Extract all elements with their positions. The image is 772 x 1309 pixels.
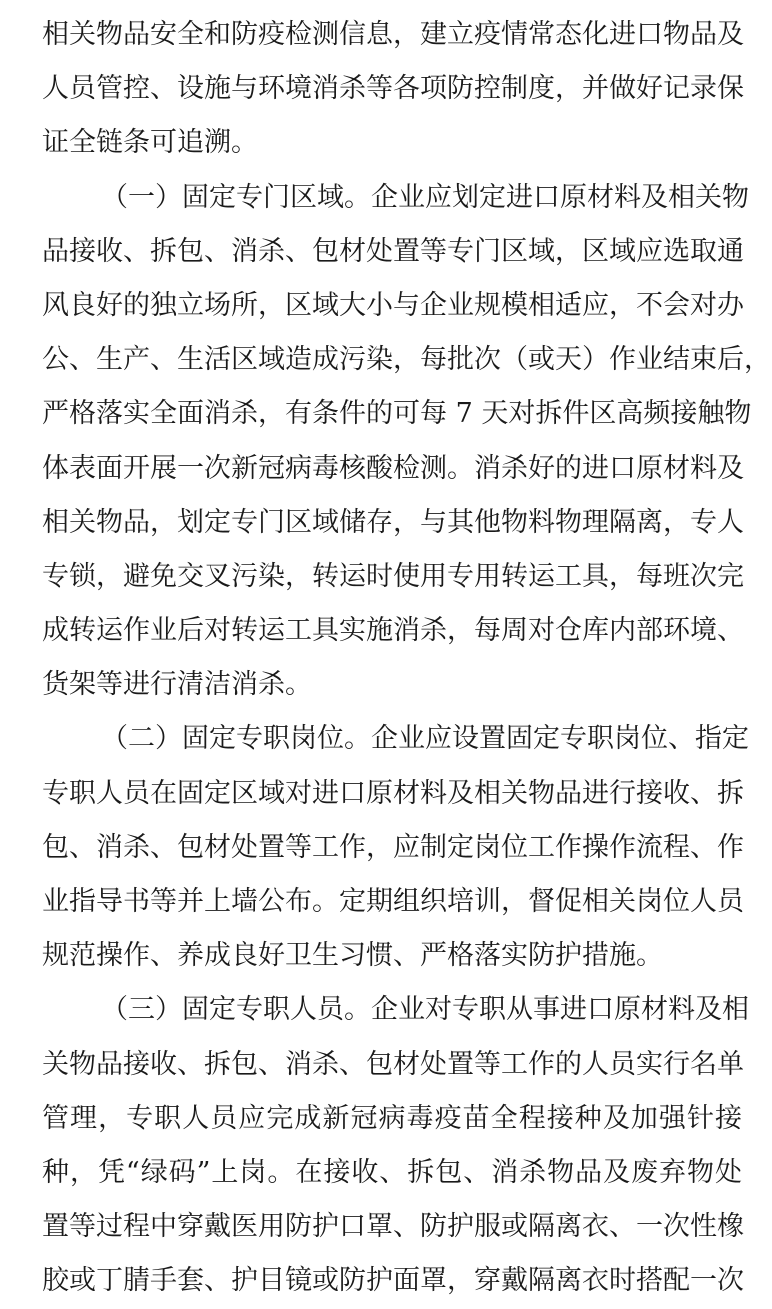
text-line: 证全链条可追溯。 xyxy=(42,127,258,159)
text-line: （二）固定专职岗位。企业应设置固定专职岗位、指定 xyxy=(101,723,749,755)
text-line: 规范操作、养成良好卫生习惯、严格落实防护措施。 xyxy=(42,940,663,972)
text-line: 相关物品，划定专门区域储存，与其他物料物理隔离，专人 xyxy=(42,506,744,538)
text-line: 置等过程中穿戴医用防护口罩、防护服或隔离衣、一次性橡 xyxy=(42,1211,744,1243)
paragraph xyxy=(42,8,742,171)
text-line: 种，凭“绿码”上岗。在接收、拆包、消杀物品及废弃物处 xyxy=(42,1156,742,1188)
text-line: 专锁，避免交叉污染，转运时使用专用转运工具，每班次完 xyxy=(42,560,744,592)
text-line: 人员管控、设施与环境消杀等各项防控制度，并做好记录保 xyxy=(42,73,744,105)
text-line: 包、消杀、包材处置等工作，应制定岗位工作操作流程、作 xyxy=(42,831,744,863)
text-line: 体表面开展一次新冠病毒核酸检测。消杀好的进口原材料及 xyxy=(42,452,744,484)
text-line: 专职人员在固定区域对进口原材料及相关物品进行接收、拆 xyxy=(42,777,744,809)
text-line: 货架等进行清洁消杀。 xyxy=(42,669,312,701)
paragraph xyxy=(42,171,771,713)
paragraph xyxy=(42,712,749,983)
paragraph xyxy=(42,983,749,1308)
document-body xyxy=(42,8,771,1309)
text-line: 管理，专职人员应完成新冠病毒疫苗全程接种及加强针接 xyxy=(42,1102,742,1134)
text-line: 风良好的独立场所，区域大小与企业规模相适应，不会对办 xyxy=(42,289,744,321)
text-line: 公、生产、生活区域造成污染，每批次（或天）作业结束后， xyxy=(42,344,771,376)
text-line: （三）固定专职人员。企业对专职从事进口原材料及相 xyxy=(101,994,749,1026)
text-line: 关物品接收、拆包、消杀、包材处置等工作的人员实行名单 xyxy=(42,1048,744,1080)
text-line: 成转运作业后对转运工具实施消杀，每周对仓库内部环境、 xyxy=(42,615,744,647)
text-line: 相关物品安全和防疫检测信息，建立疫情常态化进口物品及 xyxy=(42,19,744,50)
text-line: 胶或丁腈手套、护目镜或防护面罩，穿戴隔离衣时搭配一次 xyxy=(42,1265,744,1297)
text-line: 严格落实全面消杀，有条件的可每 7 天对拆件区高频接触物 xyxy=(42,398,752,430)
text-line: 品接收、拆包、消杀、包材处置等专门区域，区域应选取通 xyxy=(42,235,744,267)
text-line: 业指导书等并上墙公布。定期组织培训，督促相关岗位人员 xyxy=(42,886,744,917)
text-line: （一）固定专门区域。企业应划定进口原材料及相关物 xyxy=(101,181,749,213)
